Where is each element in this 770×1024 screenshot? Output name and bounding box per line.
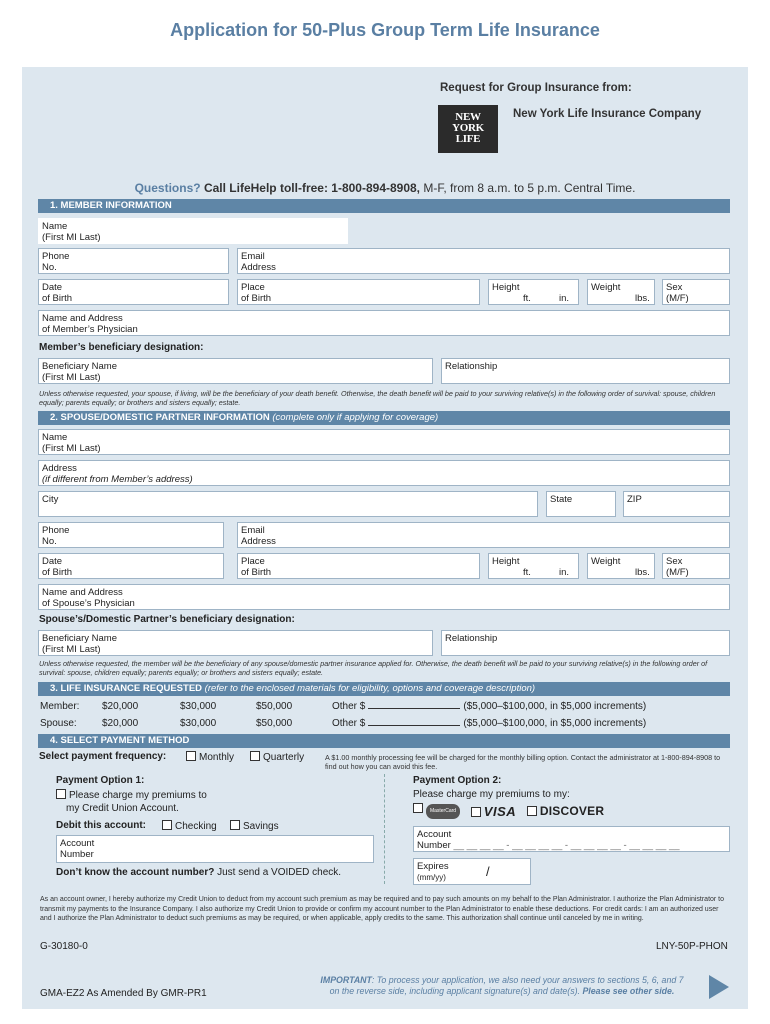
section-2-bar: 2. SPOUSE/DOMESTIC PARTNER INFORMATION (complete only if applying for coverage) [38, 411, 730, 425]
discover-option[interactable] [527, 804, 604, 818]
form-id: G-30180-0 [40, 941, 88, 952]
quarterly-option[interactable]: Quarterly [250, 751, 304, 763]
important-note: IMPORTANT: To process your application, we also need your answers to sections 5, 6, and 7 on the reverse side, including applicant signature(s) and date(s). Please see other side. [320, 975, 684, 996]
option-2-account-field[interactable]: Account Number __ __ __ __ - __ __ __ __ - __ __ __ __ - __ __ __ __ [413, 826, 730, 852]
member-beneficiary-note: Unless otherwise requested, your spouse, if living, will be the beneficiary of your death benefit. Otherwise, the death benefit will be paid to your surviving relative(s) in the following order of survival: spouse, children equally; parents equally; or brothers and sisters equally; estate. [39, 389, 716, 407]
form-title: Application for 50-Plus Group Term Life Insurance [170, 20, 600, 40]
spouse-weight-field[interactable]: Weight lbs. [587, 553, 655, 579]
visa-logo: VISA [483, 803, 517, 819]
company-name: New York Life Insurance Company [513, 108, 702, 120]
card-options [413, 803, 612, 819]
spouse-amount-50000[interactable]: $50,000 [256, 718, 293, 729]
form-panel [22, 67, 748, 1009]
spouse-coverage-label: Spouse: [40, 718, 77, 729]
monthly-option[interactable]: Monthly [186, 751, 234, 763]
option-2-line: Please charge my premiums to my: [413, 789, 570, 800]
member-name-field[interactable]: Name (First MI Last) [38, 218, 348, 244]
option-1-checkbox [56, 789, 66, 799]
member-amount-20000[interactable]: $20,000 [102, 701, 139, 712]
spouse-name-field[interactable]: Name (First MI Last) [38, 429, 730, 455]
member-height-field[interactable]: Height ft. in. [488, 279, 579, 305]
member-physician-field[interactable]: Name and Address of Member’s Physician [38, 310, 730, 336]
member-coverage-label: Member: [40, 701, 80, 712]
member-weight-field[interactable]: Weight lbs. [587, 279, 655, 305]
spouse-height-field[interactable]: Height ft. in. [488, 553, 579, 579]
mastercard-logo: MasterCard [426, 804, 460, 819]
discover-logo: DISCOVER [539, 804, 605, 818]
savings-option[interactable]: Savings [230, 820, 279, 832]
questions-line: Questions? Call LifeHelp toll-free: 1-800-894-8908, M-F, from 8 a.m. to 5 p.m. Central Time. [134, 181, 636, 195]
spouse-physician-field[interactable]: Name and Address of Spouse’s Physician [38, 584, 730, 610]
member-beneficiary-name-field[interactable]: Beneficiary Name (First MI Last) [38, 358, 433, 384]
spouse-beneficiary-label: Spouse’s/Domestic Partner’s beneficiary designation: [39, 614, 295, 625]
member-relationship-field[interactable]: Relationship [441, 358, 730, 384]
savings-checkbox [230, 820, 240, 830]
spouse-relationship-field[interactable]: Relationship [441, 630, 730, 656]
option-1-charge[interactable]: Please charge my premiums to [56, 789, 207, 801]
spouse-beneficiary-name-field[interactable]: Beneficiary Name (First MI Last) [38, 630, 433, 656]
visa-option[interactable] [471, 804, 516, 819]
spouse-phone-field[interactable]: Phone No. [38, 522, 224, 548]
payment-option-1-heading: Payment Option 1: [56, 775, 145, 786]
voided-check-note: Don’t know the account number? Just send a VOIDED check. [56, 867, 342, 878]
checking-option[interactable]: Checking [162, 820, 217, 832]
spouse-sex-field[interactable]: Sex (M/F) [662, 553, 730, 579]
next-page-arrow-icon[interactable] [709, 975, 729, 999]
spouse-email-field[interactable]: Email Address [237, 522, 730, 548]
option-1-line-2: my Credit Union Account. [66, 803, 179, 814]
member-phone-field[interactable]: Phone No. [38, 248, 229, 274]
debit-label: Debit this account: [56, 820, 147, 831]
spouse-address-field[interactable]: Address (if different from Member’s address) [38, 460, 730, 486]
section-4-bar: 4. SELECT PAYMENT METHOD [38, 734, 730, 748]
expires-field[interactable]: Expires (mm/yy) / [413, 858, 531, 885]
payment-option-2-heading: Payment Option 2: [413, 775, 502, 786]
spouse-dob-field[interactable]: Date of Birth [38, 553, 224, 579]
spouse-pob-field[interactable]: Place of Birth [237, 553, 480, 579]
section-1-bar: 1. MEMBER INFORMATION [38, 199, 730, 213]
member-amount-30000[interactable]: $30,000 [180, 701, 217, 712]
spouse-state-field[interactable]: State [546, 491, 616, 517]
spouse-city-field[interactable]: City [38, 491, 538, 517]
spouse-zip-field[interactable]: ZIP [623, 491, 730, 517]
member-amount-50000[interactable]: $50,000 [256, 701, 293, 712]
frequency-label: Select payment frequency: [39, 751, 167, 762]
section-3-bar: 3. LIFE INSURANCE REQUESTED (refer to the enclosed materials for eligibility, options and coverage description) [38, 682, 730, 696]
nyl-logo: NEW YORK LIFE [438, 105, 498, 153]
member-pob-field[interactable]: Place of Birth [237, 279, 480, 305]
payment-divider [384, 774, 385, 884]
gma-code: GMA-EZ2 As Amended By GMR-PR1 [40, 988, 207, 999]
member-sex-field[interactable]: Sex (M/F) [662, 279, 730, 305]
spouse-beneficiary-note: Unless otherwise requested, the member will be the beneficiary of any spouse/domestic partner insurance applied for. Otherwise, the death benefit will be paid to your surviving relative(s) in the following order of survival: spouse, children equally; parents equally; or brothers and sisters equally; estate. [39, 659, 708, 677]
spouse-other-amount[interactable]: Other $ ($5,000–$100,000, in $5,000 increments) [332, 718, 647, 729]
fee-note: A $1.00 monthly processing fee will be charged for the monthly billing option. Contact the administrator at 1-800-894-8908 to find out how you can avoid this fee. [325, 753, 721, 771]
member-dob-field[interactable]: Date of Birth [38, 279, 229, 305]
authorization-text: As an account owner, I hereby authorize my Credit Union to deduct from my account such premium as may be required and to pay such amounts on my behalf to the Plan Administrator. I authorize the Plan Administrator to transmit my payments to the Insurance Company. I also authorize my Credit Union to provide or confirm my account number to the Plan Administrator to enable these deductions. For credit cards: I am an authorized user and I authorize the Plan Administrator to deduct such premiums as may be required, or when applicable, apply credits to the same. This authorization shall continue until canceled by me in writing. [40, 896, 725, 922]
lny-code: LNY-50P-PHON [656, 941, 728, 952]
option-1-account-field[interactable]: Account Number [56, 835, 374, 863]
member-other-amount[interactable]: Other $ ($5,000–$100,000, in $5,000 increments) [332, 701, 647, 712]
request-heading: Request for Group Insurance from: [440, 82, 632, 94]
quarterly-checkbox [250, 751, 260, 761]
member-email-field[interactable]: Email Address [237, 248, 730, 274]
monthly-checkbox [186, 751, 196, 761]
mastercard-option[interactable] [413, 803, 460, 819]
spouse-amount-20000[interactable]: $20,000 [102, 718, 139, 729]
checking-checkbox [162, 820, 172, 830]
spouse-amount-30000[interactable]: $30,000 [180, 718, 217, 729]
member-beneficiary-label: Member’s beneficiary designation: [39, 342, 204, 353]
